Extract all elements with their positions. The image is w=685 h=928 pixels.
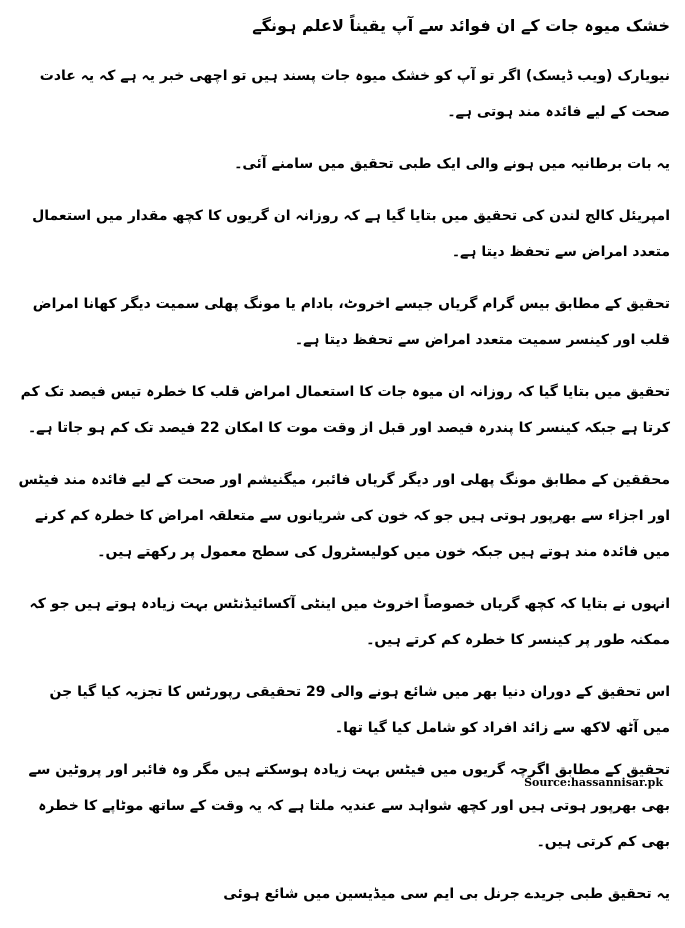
article-paragraph-8: اس تحقیق کے دوران دنیا بھر میں شائع ہونے والی 29 تحقیقی رپورٹس کا تجزیہ کیا گیا جن میں آٹھ لاکھ سے زائد افراد کو شامل کیا گیا تھا۔ <box>49 684 670 736</box>
source-credit: Source:hassannisar.pk <box>524 776 663 789</box>
article-paragraph-2: یہ بات برطانیہ میں ہونے والی ایک طبی تحقیق میں سامنے آئی۔ <box>234 156 670 172</box>
article-title: خشک میوہ جات کے ان فوائد سے آپ یقیناً لاعلم ہونگے <box>252 16 670 35</box>
article-paragraph-7: انہوں نے بتایا کہ کچھ گریاں خصوصاً اخروٹ میں اینٹی آکسائیڈنٹس بہت زیادہ ہوتے ہیں جو کہ ممکنہ طور پر کینسر کا خطرہ کم کرتے ہیں۔ <box>29 596 670 648</box>
article-paragraph-4: تحقیق کے مطابق بیس گرام گریاں جیسے اخروٹ، بادام یا مونگ پھلی سمیت دیگر کھانا امراض قلب اور کینسر سمیت متعدد امراض سے تحفظ دیتا ہے۔ <box>32 296 670 348</box>
article-paragraph-10: یہ تحقیق طبی جریدے جرنل بی ایم سی میڈیسین میں شائع ہوئی <box>223 886 670 902</box>
article-paragraph-6: محققین کے مطابق مونگ پھلی اور دیگر گریاں فائبر، میگنیشم اور صحت کے لیے فائدہ مند فیٹس اور اجزاء سے بھرپور ہوتی ہیں جو کہ خون کی شریانوں سے متعلقہ امراض کا خطرہ کم کرنے میں فائدہ مند ہوتے ہیں جبکہ خون میں کولیسٹرول کی سطح معمول پر رکھتے ہیں۔ <box>18 472 670 560</box>
article-paragraph-5: تحقیق میں بتایا گیا کہ روزانہ ان میوہ جات کا استعمال امراض قلب کا خطرہ تیس فیصد تک کم کرتا ہے جبکہ کینسر کا پندرہ فیصد اور قبل از وقت موت کا امکان 22 فیصد تک کم ہو جاتا ہے۔ <box>20 384 670 436</box>
article-paragraph-9: تحقیق کے مطابق اگرچہ گریوں میں فیٹس بہت زیادہ ہوسکتے ہیں مگر وہ فائبر اور پروٹین سے بھی بھرپور ہوتی ہیں اور کچھ شواہد سے عندیہ ملتا ہے کہ یہ وقت کے ساتھ موٹاپے کا خطرہ بھی کم کرتی ہیں۔ <box>28 762 670 850</box>
article <box>18 14 670 928</box>
article-paragraph-3: امپریئل کالج لندن کی تحقیق میں بتایا گیا ہے کہ روزانہ ان گریوں کا کچھ مقدار میں استعمال متعدد امراض سے تحفظ دیتا ہے۔ <box>32 208 670 260</box>
article-paragraph-1: نیویارک (ویب ڈیسک) اگر تو آپ کو خشک میوہ جات پسند ہیں تو اچھی خبر یہ ہے کہ یہ عادت صحت کے لیے فائدہ مند ہوتی ہے۔ <box>39 68 670 120</box>
